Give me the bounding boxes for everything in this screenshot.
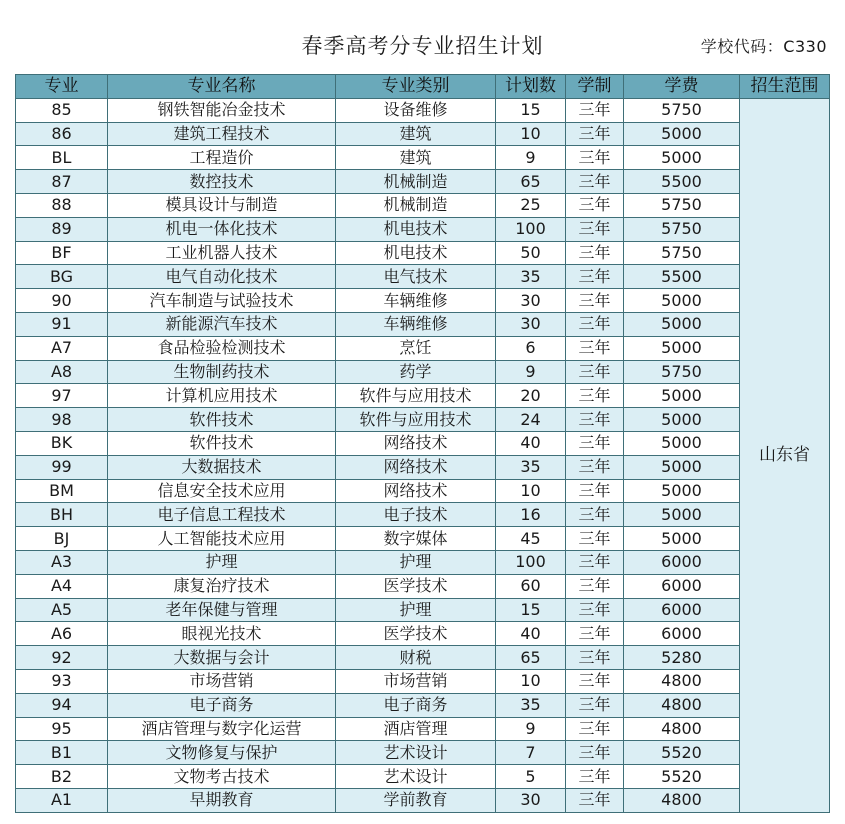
tuition-cell: 5750 — [624, 98, 740, 122]
major-code-cell: 93 — [16, 669, 108, 693]
table-row — [16, 193, 830, 217]
col-header-plan-count: 计划数 — [496, 75, 566, 99]
plan-count-cell: 10 — [496, 479, 566, 503]
tuition-cell: 5280 — [624, 646, 740, 670]
major-category-cell: 网络技术 — [336, 479, 496, 503]
plan-count-cell: 7 — [496, 741, 566, 765]
duration-cell: 三年 — [566, 170, 624, 194]
major-category-cell: 护理 — [336, 550, 496, 574]
table-row — [16, 574, 830, 598]
tuition-cell: 4800 — [624, 788, 740, 812]
major-code-cell: 87 — [16, 170, 108, 194]
col-header-code: 专业 — [16, 75, 108, 99]
major-category-cell: 软件与应用技术 — [336, 384, 496, 408]
major-name-cell: 文物考古技术 — [108, 765, 336, 789]
major-code-cell: 85 — [16, 98, 108, 122]
table-row — [16, 598, 830, 622]
plan-count-cell: 9 — [496, 717, 566, 741]
tuition-cell: 5000 — [624, 455, 740, 479]
major-code-cell: BH — [16, 503, 108, 527]
plan-count-cell: 30 — [496, 289, 566, 313]
table-row — [16, 788, 830, 812]
col-header-tuition: 学费 — [624, 75, 740, 99]
table-row — [16, 265, 830, 289]
tuition-cell: 4800 — [624, 693, 740, 717]
major-code-cell: A3 — [16, 550, 108, 574]
major-code-cell: 92 — [16, 646, 108, 670]
tuition-cell: 5000 — [624, 479, 740, 503]
major-category-cell: 数字媒体 — [336, 527, 496, 551]
major-name-cell: 早期教育 — [108, 788, 336, 812]
col-header-duration: 学制 — [566, 75, 624, 99]
plan-count-cell: 35 — [496, 265, 566, 289]
major-category-cell: 设备维修 — [336, 98, 496, 122]
major-code-cell: BM — [16, 479, 108, 503]
major-category-cell: 车辆维修 — [336, 289, 496, 313]
duration-cell: 三年 — [566, 479, 624, 503]
tuition-cell: 5000 — [624, 122, 740, 146]
major-name-cell: 工程造价 — [108, 146, 336, 170]
school-code: 学校代码：C330 — [700, 37, 827, 56]
major-name-cell: 康复治疗技术 — [108, 574, 336, 598]
duration-cell: 三年 — [566, 717, 624, 741]
table-row — [16, 431, 830, 455]
tuition-cell: 4800 — [624, 669, 740, 693]
major-category-cell: 护理 — [336, 598, 496, 622]
duration-cell: 三年 — [566, 289, 624, 313]
major-category-cell: 药学 — [336, 360, 496, 384]
tuition-cell: 6000 — [624, 622, 740, 646]
major-category-cell: 电子商务 — [336, 693, 496, 717]
major-code-cell: A4 — [16, 574, 108, 598]
table-row — [16, 170, 830, 194]
major-category-cell: 财税 — [336, 646, 496, 670]
plan-count-cell: 40 — [496, 431, 566, 455]
tuition-cell: 5000 — [624, 312, 740, 336]
table-row — [16, 527, 830, 551]
duration-cell: 三年 — [566, 193, 624, 217]
major-code-cell: 97 — [16, 384, 108, 408]
duration-cell: 三年 — [566, 503, 624, 527]
duration-cell: 三年 — [566, 146, 624, 170]
tuition-cell: 5750 — [624, 193, 740, 217]
table-row — [16, 455, 830, 479]
major-name-cell: 文物修复与保护 — [108, 741, 336, 765]
tuition-cell: 5500 — [624, 170, 740, 194]
duration-cell: 三年 — [566, 765, 624, 789]
plan-count-cell: 20 — [496, 384, 566, 408]
major-name-cell: 酒店管理与数字化运营 — [108, 717, 336, 741]
tuition-cell: 6000 — [624, 574, 740, 598]
tuition-cell: 5750 — [624, 360, 740, 384]
major-name-cell: 老年保健与管理 — [108, 598, 336, 622]
major-name-cell: 机电一体化技术 — [108, 217, 336, 241]
enrollment-plan-table — [15, 74, 830, 813]
tuition-cell: 5520 — [624, 741, 740, 765]
major-name-cell: 食品检验检测技术 — [108, 336, 336, 360]
table-row — [16, 146, 830, 170]
page-title: 春季高考分专业招生计划 — [301, 34, 544, 58]
plan-count-cell: 15 — [496, 598, 566, 622]
duration-cell: 三年 — [566, 527, 624, 551]
major-name-cell: 新能源汽车技术 — [108, 312, 336, 336]
major-name-cell: 工业机器人技术 — [108, 241, 336, 265]
major-name-cell: 电气自动化技术 — [108, 265, 336, 289]
major-name-cell: 模具设计与制造 — [108, 193, 336, 217]
col-header-major-name: 专业名称 — [108, 75, 336, 99]
table-row — [16, 122, 830, 146]
table-row — [16, 360, 830, 384]
duration-cell: 三年 — [566, 408, 624, 432]
table-row — [16, 98, 830, 122]
table-row — [16, 336, 830, 360]
tuition-cell: 5750 — [624, 241, 740, 265]
major-code-cell: 99 — [16, 455, 108, 479]
table-row — [16, 503, 830, 527]
duration-cell: 三年 — [566, 598, 624, 622]
major-category-cell: 艺术设计 — [336, 765, 496, 789]
plan-count-cell: 24 — [496, 408, 566, 432]
major-category-cell: 市场营销 — [336, 669, 496, 693]
tuition-cell: 5500 — [624, 265, 740, 289]
tuition-cell: 6000 — [624, 598, 740, 622]
major-category-cell: 建筑 — [336, 122, 496, 146]
plan-count-cell: 60 — [496, 574, 566, 598]
major-category-cell: 电气技术 — [336, 265, 496, 289]
tuition-cell: 5000 — [624, 146, 740, 170]
major-code-cell: A7 — [16, 336, 108, 360]
major-category-cell: 机电技术 — [336, 241, 496, 265]
tuition-cell: 5000 — [624, 503, 740, 527]
major-code-cell: 98 — [16, 408, 108, 432]
major-category-cell: 机械制造 — [336, 193, 496, 217]
major-category-cell: 烹饪 — [336, 336, 496, 360]
duration-cell: 三年 — [566, 788, 624, 812]
duration-cell: 三年 — [566, 455, 624, 479]
major-category-cell: 艺术设计 — [336, 741, 496, 765]
major-name-cell: 建筑工程技术 — [108, 122, 336, 146]
tuition-cell: 4800 — [624, 717, 740, 741]
major-code-cell: 91 — [16, 312, 108, 336]
table-row — [16, 741, 830, 765]
col-header-scope: 招生范围 — [740, 75, 830, 99]
plan-count-cell: 30 — [496, 788, 566, 812]
duration-cell: 三年 — [566, 550, 624, 574]
major-name-cell: 市场营销 — [108, 669, 336, 693]
plan-count-cell: 9 — [496, 360, 566, 384]
tuition-cell: 5000 — [624, 431, 740, 455]
major-name-cell: 计算机应用技术 — [108, 384, 336, 408]
major-code-cell: 88 — [16, 193, 108, 217]
major-name-cell: 电子商务 — [108, 693, 336, 717]
duration-cell: 三年 — [566, 693, 624, 717]
major-category-cell: 网络技术 — [336, 455, 496, 479]
major-category-cell: 网络技术 — [336, 431, 496, 455]
duration-cell: 三年 — [566, 122, 624, 146]
table-row — [16, 693, 830, 717]
plan-count-cell: 5 — [496, 765, 566, 789]
table-row — [16, 408, 830, 432]
major-code-cell: A8 — [16, 360, 108, 384]
plan-count-cell: 10 — [496, 122, 566, 146]
plan-count-cell: 6 — [496, 336, 566, 360]
major-code-cell: BG — [16, 265, 108, 289]
table-row — [16, 289, 830, 313]
major-name-cell: 大数据技术 — [108, 455, 336, 479]
plan-count-cell: 35 — [496, 693, 566, 717]
duration-cell: 三年 — [566, 669, 624, 693]
tuition-cell: 5000 — [624, 527, 740, 551]
major-code-cell: B1 — [16, 741, 108, 765]
major-code-cell: 89 — [16, 217, 108, 241]
major-category-cell: 医学技术 — [336, 574, 496, 598]
plan-count-cell: 16 — [496, 503, 566, 527]
plan-count-cell: 9 — [496, 146, 566, 170]
major-name-cell: 软件技术 — [108, 431, 336, 455]
duration-cell: 三年 — [566, 741, 624, 765]
table-row — [16, 384, 830, 408]
major-category-cell: 学前教育 — [336, 788, 496, 812]
plan-count-cell: 45 — [496, 527, 566, 551]
duration-cell: 三年 — [566, 431, 624, 455]
tuition-cell: 5000 — [624, 289, 740, 313]
major-name-cell: 眼视光技术 — [108, 622, 336, 646]
duration-cell: 三年 — [566, 622, 624, 646]
duration-cell: 三年 — [566, 98, 624, 122]
duration-cell: 三年 — [566, 574, 624, 598]
table-row — [16, 646, 830, 670]
duration-cell: 三年 — [566, 241, 624, 265]
major-code-cell: A5 — [16, 598, 108, 622]
major-name-cell: 电子信息工程技术 — [108, 503, 336, 527]
major-code-cell: 95 — [16, 717, 108, 741]
tuition-cell: 5000 — [624, 336, 740, 360]
plan-count-cell: 35 — [496, 455, 566, 479]
major-name-cell: 数控技术 — [108, 170, 336, 194]
major-code-cell: BJ — [16, 527, 108, 551]
major-name-cell: 信息安全技术应用 — [108, 479, 336, 503]
table-row — [16, 717, 830, 741]
table-row — [16, 479, 830, 503]
tuition-cell: 6000 — [624, 550, 740, 574]
major-code-cell: BK — [16, 431, 108, 455]
major-category-cell: 机电技术 — [336, 217, 496, 241]
table-header-row — [16, 75, 830, 99]
major-code-cell: A1 — [16, 788, 108, 812]
major-category-cell: 车辆维修 — [336, 312, 496, 336]
enrollment-scope-cell: 山东省 — [740, 98, 830, 812]
table-row — [16, 622, 830, 646]
plan-count-cell: 100 — [496, 217, 566, 241]
major-code-cell: 86 — [16, 122, 108, 146]
plan-count-cell: 100 — [496, 550, 566, 574]
tuition-cell: 5000 — [624, 384, 740, 408]
major-code-cell: 90 — [16, 289, 108, 313]
table-row — [16, 765, 830, 789]
table-row — [16, 312, 830, 336]
major-name-cell: 钢铁智能冶金技术 — [108, 98, 336, 122]
major-category-cell: 机械制造 — [336, 170, 496, 194]
duration-cell: 三年 — [566, 265, 624, 289]
major-category-cell: 软件与应用技术 — [336, 408, 496, 432]
table-row — [16, 550, 830, 574]
plan-count-cell: 40 — [496, 622, 566, 646]
duration-cell: 三年 — [566, 312, 624, 336]
major-category-cell: 医学技术 — [336, 622, 496, 646]
plan-count-cell: 15 — [496, 98, 566, 122]
table-row — [16, 241, 830, 265]
plan-count-cell: 65 — [496, 170, 566, 194]
major-name-cell: 生物制药技术 — [108, 360, 336, 384]
tuition-cell: 5750 — [624, 217, 740, 241]
major-name-cell: 护理 — [108, 550, 336, 574]
plan-count-cell: 10 — [496, 669, 566, 693]
duration-cell: 三年 — [566, 217, 624, 241]
major-category-cell: 电子技术 — [336, 503, 496, 527]
table-row — [16, 669, 830, 693]
duration-cell: 三年 — [566, 384, 624, 408]
major-code-cell: B2 — [16, 765, 108, 789]
major-code-cell: A6 — [16, 622, 108, 646]
table-row — [16, 217, 830, 241]
major-name-cell: 汽车制造与试验技术 — [108, 289, 336, 313]
duration-cell: 三年 — [566, 336, 624, 360]
col-header-category: 专业类别 — [336, 75, 496, 99]
duration-cell: 三年 — [566, 646, 624, 670]
tuition-cell: 5520 — [624, 765, 740, 789]
major-category-cell: 酒店管理 — [336, 717, 496, 741]
duration-cell: 三年 — [566, 360, 624, 384]
plan-count-cell: 65 — [496, 646, 566, 670]
major-category-cell: 建筑 — [336, 146, 496, 170]
major-code-cell: BF — [16, 241, 108, 265]
plan-count-cell: 25 — [496, 193, 566, 217]
major-code-cell: 94 — [16, 693, 108, 717]
major-name-cell: 人工智能技术应用 — [108, 527, 336, 551]
tuition-cell: 5000 — [624, 408, 740, 432]
plan-count-cell: 50 — [496, 241, 566, 265]
plan-count-cell: 30 — [496, 312, 566, 336]
major-name-cell: 软件技术 — [108, 408, 336, 432]
major-code-cell: BL — [16, 146, 108, 170]
major-name-cell: 大数据与会计 — [108, 646, 336, 670]
